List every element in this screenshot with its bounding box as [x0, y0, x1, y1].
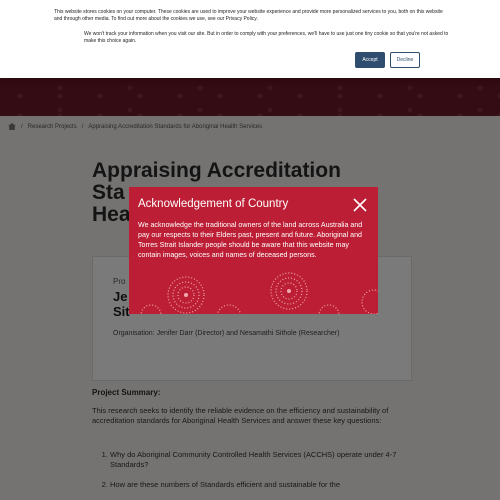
cookie-text-primary: This website stores cookies on your computer. These cookies are used to improve your website experience and provide more personalized services to you, both on this website and through other media. To find out more about the cookies we use, see our Privacy Policy. — [54, 9, 443, 22]
decline-button[interactable]: Decline — [390, 52, 420, 68]
aboriginal-dot-art — [129, 257, 378, 314]
close-icon[interactable] — [353, 198, 367, 212]
modal-body: We acknowledge the traditional owners of the land across Australia and pay our respects to their Elders past, present and future. Aboriginal and Torres Strait Islander people should be aware that this website may contain images, voices and names of deceased persons. — [138, 221, 363, 259]
cookie-banner — [0, 0, 500, 78]
acknowledgement-modal — [129, 187, 378, 314]
modal-title: Acknowledgement of Country — [138, 198, 289, 210]
cookie-text-secondary: We won't track your information when you visit our site. But in order to comply with your preferences, we'll have to use just one tiny cookie so that you're not asked to make this choice again. — [84, 31, 449, 44]
cookie-buttons — [355, 52, 420, 68]
accept-button[interactable]: Accept — [355, 52, 385, 68]
